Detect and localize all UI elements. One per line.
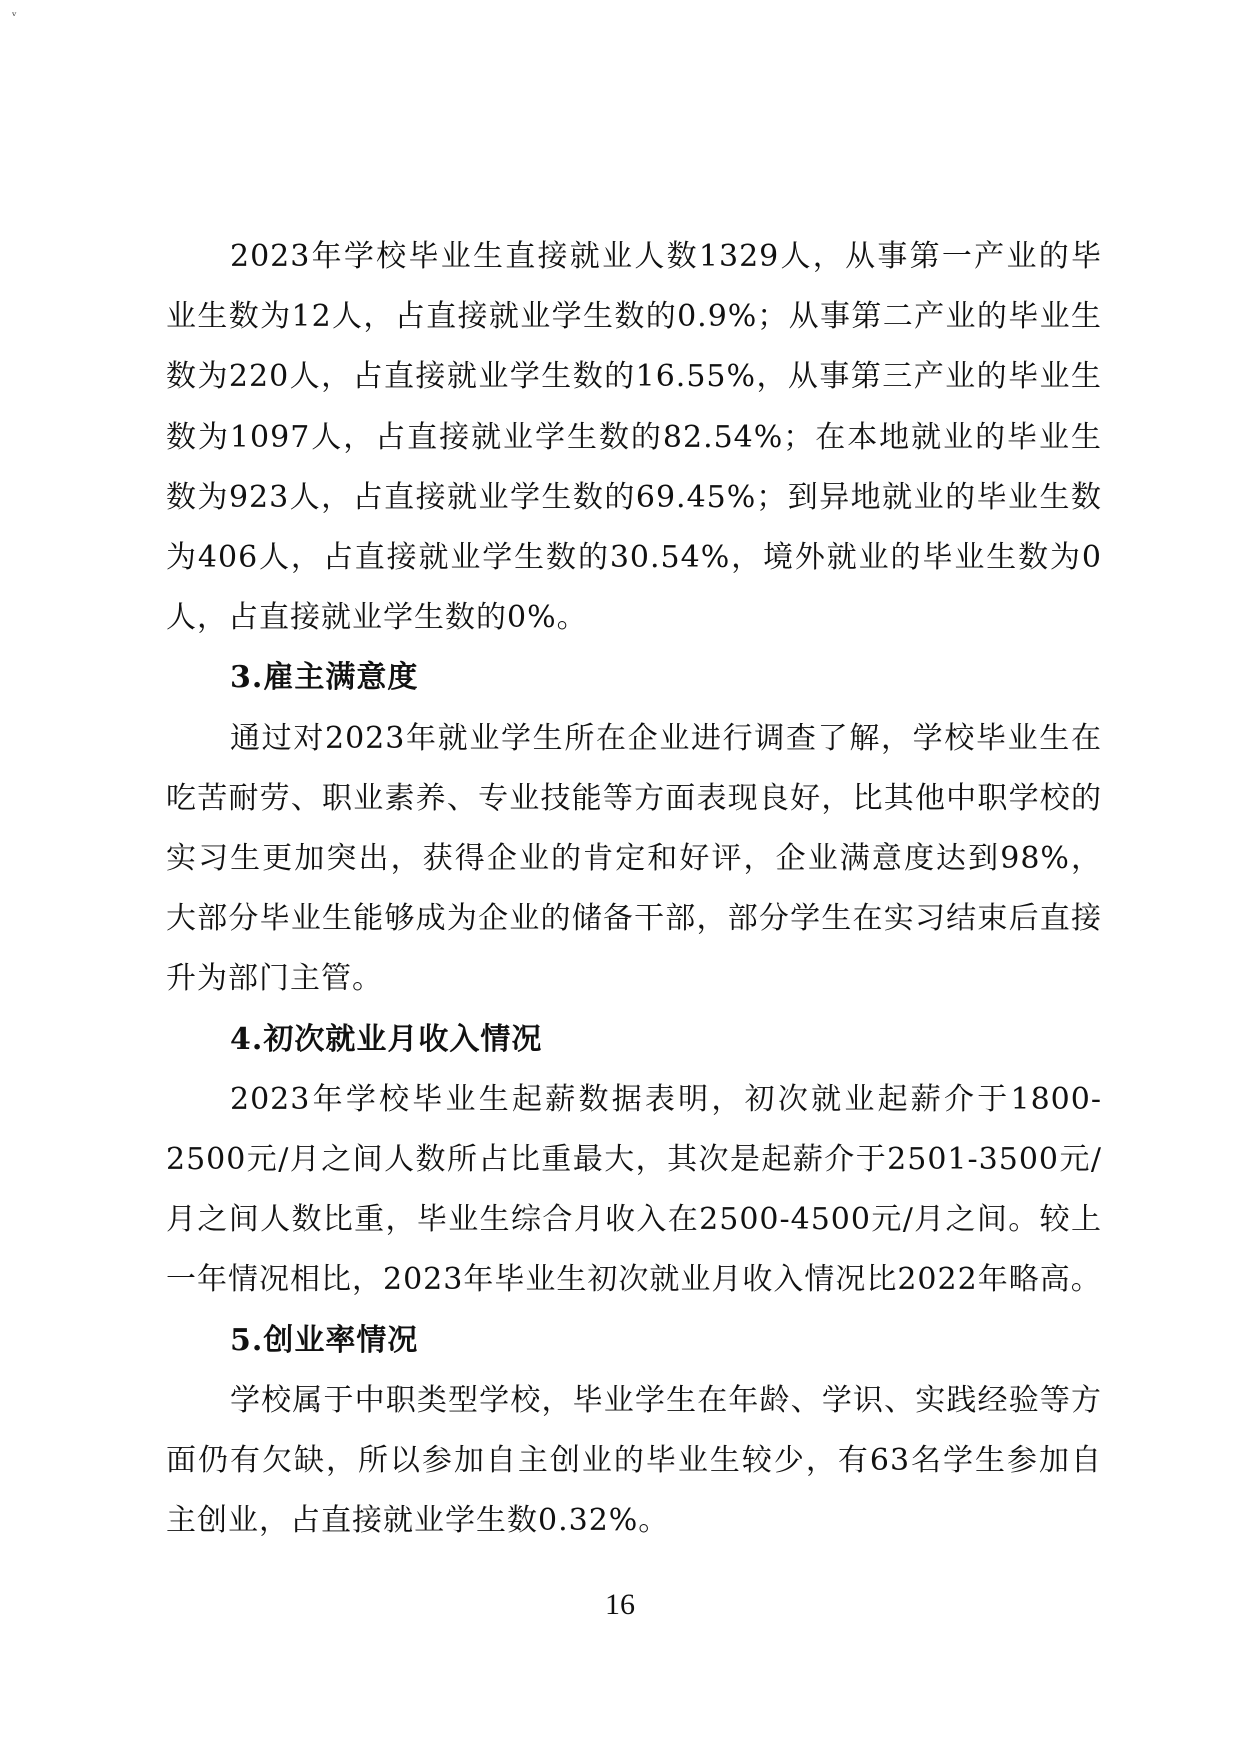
- section-heading-starting-income: 4.初次就业月收入情况: [230, 1021, 543, 1057]
- section-heading-employer-satisfaction: 3.雇主满意度: [230, 660, 419, 696]
- corner-mark: ᵛ: [12, 9, 17, 23]
- section-body-employer-satisfaction: 通过对2023年就业学生所在企业进行调查了解，学校毕业生在吃苦耐劳、职业素养、专业技能等方面表现良好，比其他中职学校的实习生更加突出，获得企业的肯定和好评，企业满意度达到98%，大部分毕业生能够成为企业的储备干部，部分学生在实习结束后直接升为部门主管。: [166, 720, 1102, 997]
- section-heading-entrepreneurship: 5.创业率情况: [230, 1322, 419, 1358]
- section-body-starting-income: 2023年学校毕业生起薪数据表明，初次就业起薪介于1800-2500元/月之间人数所占比重最大，其次是起薪介于2501-3500元/月之间人数比重，毕业生综合月收入在2500-4500元/月之间。较上一年情况相比，2023年毕业生初次就业月收入情况比2022年略高。: [166, 1081, 1102, 1298]
- section-body-entrepreneurship: 学校属于中职类型学校，毕业学生在年龄、学识、实践经验等方面仍有欠缺，所以参加自主创业的毕业生较少，有63名学生参加自主创业，占直接就业学生数0.32%。: [166, 1382, 1102, 1539]
- page-content: [166, 227, 1102, 1551]
- page-number: 16: [605, 1588, 635, 1621]
- employment-statistics-paragraph: 2023年学校毕业生直接就业人数1329人，从事第一产业的毕业生数为12人，占直接就业学生数的0.9%；从事第二产业的毕业生数为220人，占直接就业学生数的16.55%，从事第三产业的毕业生数为1097人，占直接就业学生数的82.54%；在本地就业的毕业生数为923人，占直接就业学生数的69.45%；到异地就业的毕业生数为406人，占直接就业学生数的30.54%，境外就业的毕业生数为0人，占直接就业学生数的0%。: [166, 239, 1102, 636]
